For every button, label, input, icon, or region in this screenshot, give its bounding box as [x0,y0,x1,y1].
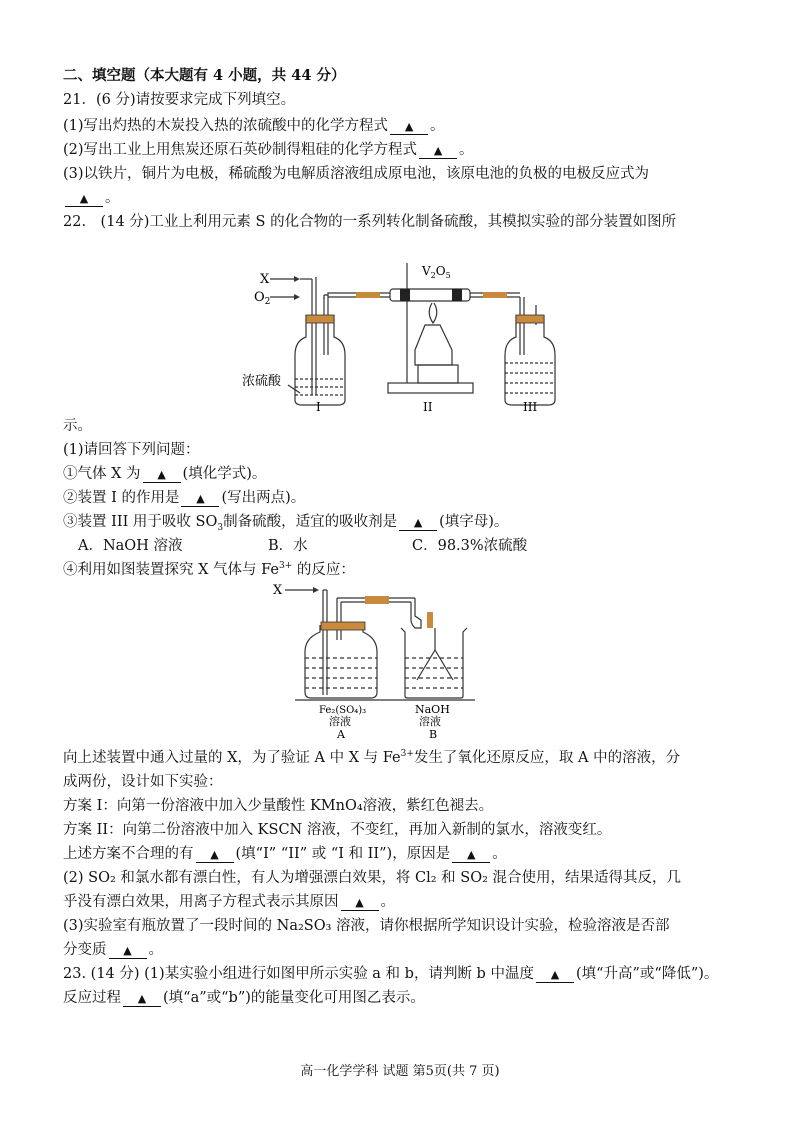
answer-blank[interactable]: ▲ [341,896,379,911]
option-a: A．NaOH 溶液 [78,538,183,554]
q21-part2: (2)写出工业上用焦炭还原石英砂制得粗硅的化学方程式 ▲ 。 [63,142,474,158]
q22-text1: 向上述装置中通入过量的 X，为了验证 A 中 X 与 $Fe^{3+}$发生了氧化还原反应，取 A 中的溶液，分 [63,749,681,766]
answer-blank[interactable]: ▲ [452,848,490,863]
q22-reason: 上述方案不合理的有 ▲ (填“I” “II” 或 “I 和 II”)，原因是 ▲ 。 [63,846,507,862]
q22-part3-cont: 分变质 ▲ 。 [63,942,163,958]
solution-a-label: 溶液 [329,715,351,728]
answer-blank[interactable]: ▲ [390,120,428,135]
answer-blank[interactable]: ▲ [181,492,219,507]
q21-part3-answer: ▲ 。 [63,188,120,208]
answer-blank[interactable]: ▲ [123,992,161,1007]
answer-blank[interactable]: ▲ [143,468,181,483]
apparatus-label-iii: III [523,400,538,414]
apparatus-figure-1 [240,255,560,415]
q22-part2: (2) SO₂ 和氯水都有漂白性，有人为增强漂白效果，将 Cl₂ 和 SO₂ 混合使用，结果适得其反，几 [63,870,682,886]
plan-1: 方案 I：向第一份溶液中加入少量酸性 KMnO₄溶液，紫红色褪去。 [63,798,494,814]
answer-blank[interactable]: ▲ [399,516,437,531]
section-title: 二、填空题（本大题有 4 小题，共 44 分） [63,67,346,84]
q21-part1: (1)写出灼热的木炭投入热的浓硫酸中的化学方程式 ▲ 。 [63,118,445,134]
answer-blank[interactable]: ▲ [536,968,574,983]
gas-o2-label: $O_2$ [254,290,271,307]
apparatus-label-b: B [429,728,438,740]
answer-blank[interactable]: ▲ [196,848,234,863]
option-c: C．98.3%浓硫酸 [412,538,528,554]
option-b: B．水 [268,538,308,554]
solution-b-label: 溶液 [419,715,441,728]
q22-sub3: ③装置 III 用于吸收 $SO_3$制备硫酸，适宜的吸收剂是 ▲ (填字母)。 [63,514,509,533]
q22-part2-cont: 乎没有漂白效果，用离子方程式表示其原因 ▲ 。 [63,894,395,910]
q22-part1: (1)请回答下列问题： [63,442,200,458]
plan-2: 方案 II：向第二份溶液中加入 KSCN 溶液，不变红，再加入新制的氯水，溶液变红。 [63,822,612,838]
q22-stem-cont: 示。 [63,418,92,434]
q22-stem: 22. (14 分)工业上利用元素 S 的化合物的一系列转化制备硫酸，其模拟实验的部分装置如图所 [63,214,677,230]
q23-stem: 23. (14 分) (1)某实验小组进行如图甲所示实验 a 和 b，请判断 b 中温度 ▲ (填“升高”或“降低”)。 [63,966,719,982]
q23-stem-cont: 反应过程 ▲ (填“a”或“b”)的能量变化可用图乙表示。 [63,990,425,1006]
apparatus-label-a: A [337,728,345,740]
apparatus-label-i: I [316,400,321,414]
q22-sub1: ①气体 X 为 ▲ (填化学式)。 [63,466,267,482]
fe2so43-solution-label: Fe₂(SO₄)₃ [319,705,367,716]
catalyst-label: $V_2O_5$ [422,264,451,280]
page-footer: 高一化学学科 试题 第5页(共 7 页) [300,1064,500,1079]
apparatus-label-ii: II [423,400,433,414]
q21-part3: (3)以铁片，铜片为电极，稀硫酸为电解质溶液组成原电池，该原电池的负极的电极反应式为 [63,166,650,182]
q22-text2: 成两份，设计如下实验： [63,774,223,790]
conc-sulfuric-acid-label: 浓硫酸 [242,374,282,389]
q22-part3: (3)实验室有瓶放置了一段时间的 Na₂SO₃ 溶液，请你根据所学知识设计实验，检验溶液是否部 [63,918,670,934]
naoh-solution-label: NaOH [415,703,450,716]
q22-sub2: ②装置 I 的作用是 ▲ (写出两点)。 [63,490,306,506]
answer-blank[interactable]: ▲ [419,144,457,159]
q21-stem: 21．(6 分)请按要求完成下列填空。 [63,92,296,108]
q22-sub4: ④利用如图装置探究 X 气体与 $Fe^{3+}$ 的反应： [63,561,355,578]
gas-x-label: X [260,272,270,287]
answer-blank[interactable]: ▲ [109,944,147,959]
answer-blank[interactable]: ▲ [65,192,103,207]
apparatus-figure-2 [265,580,485,740]
gas-x-label: X [273,583,283,598]
